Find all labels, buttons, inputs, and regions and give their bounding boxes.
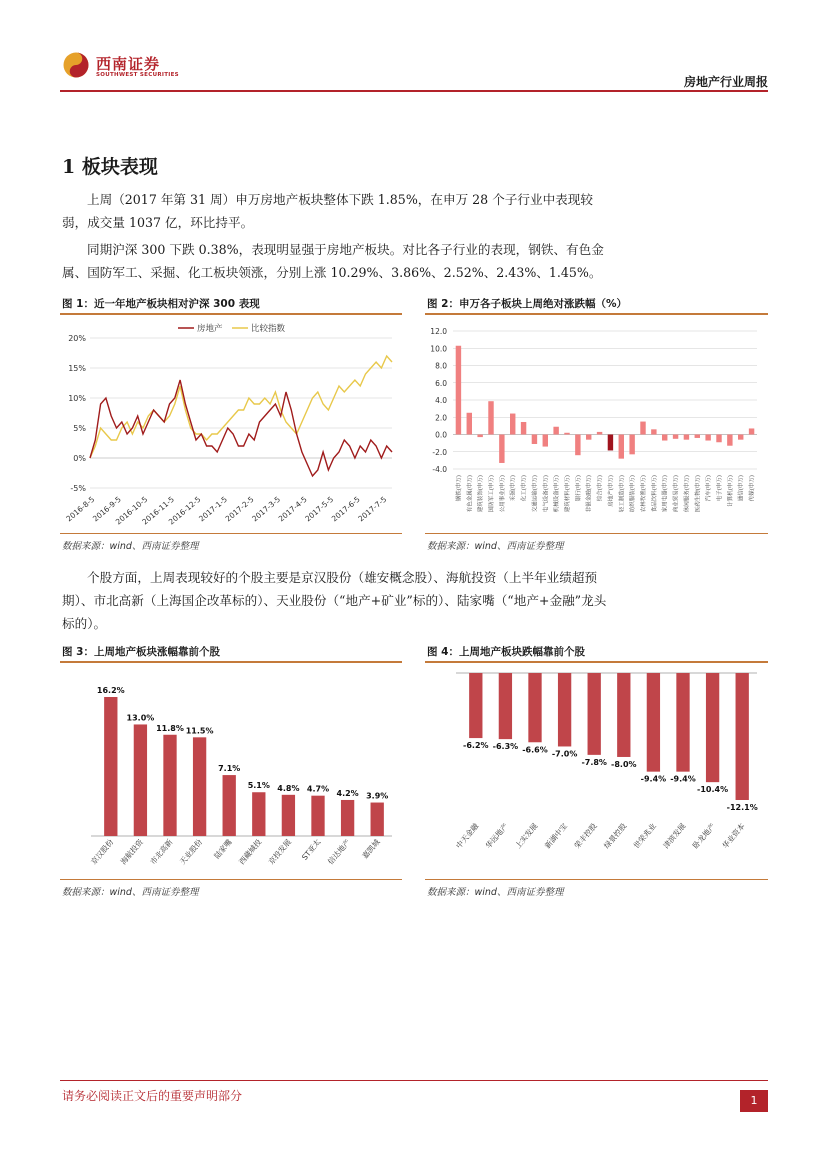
category-label: 纺织服装(申万) bbox=[630, 475, 637, 513]
bar bbox=[467, 413, 472, 435]
data-label: 5.1% bbox=[247, 781, 270, 791]
category-label: 西藏城投 bbox=[237, 837, 264, 867]
bar bbox=[564, 433, 569, 435]
y-tick-label: -4.0 bbox=[432, 465, 447, 474]
fig3-title: 图 3：上周地产板块涨幅靠前个股 bbox=[62, 646, 220, 658]
data-label: -6.2% bbox=[463, 741, 489, 751]
bar bbox=[647, 673, 660, 772]
category-label: 建筑材料(申万) bbox=[565, 475, 571, 513]
category-label: 医药生物(申万) bbox=[695, 475, 702, 513]
y-tick-label: 8.0 bbox=[435, 361, 447, 371]
report-title: 房地产行业周报 bbox=[683, 75, 768, 89]
category-label: 化工(申万) bbox=[521, 475, 528, 502]
category-label: 机械设备(申万) bbox=[554, 475, 561, 513]
fig1-source: 数据来源：wind、西南证券整理 bbox=[62, 541, 199, 552]
bar bbox=[575, 435, 580, 456]
category-label: 综合(申万) bbox=[597, 475, 604, 502]
bar bbox=[252, 792, 265, 836]
x-tick-label: 2017-6-5 bbox=[329, 494, 362, 524]
bar bbox=[597, 432, 602, 435]
fig2-bottom-line bbox=[425, 533, 768, 534]
x-tick-label: 2016-11-5 bbox=[140, 494, 176, 527]
bar bbox=[558, 673, 571, 746]
data-label: -10.4% bbox=[697, 785, 729, 795]
bar bbox=[608, 435, 613, 451]
bar bbox=[371, 803, 384, 836]
bar bbox=[629, 435, 634, 455]
data-label: -9.4% bbox=[640, 774, 667, 784]
bar bbox=[532, 435, 537, 444]
bar bbox=[695, 435, 700, 438]
bar bbox=[640, 422, 645, 435]
category-label: 华远地产 bbox=[483, 821, 510, 851]
category-label: 非银金融(申万) bbox=[586, 475, 593, 513]
category-label: 市北高新 bbox=[148, 837, 175, 867]
x-tick-label: 2017-4-5 bbox=[276, 494, 309, 524]
bar bbox=[104, 697, 117, 836]
fig2-title: 图 2：申万各子板块上周绝对涨跌幅（%） bbox=[427, 298, 627, 310]
bar bbox=[499, 673, 512, 739]
x-tick-label: 2016-12-5 bbox=[166, 494, 203, 527]
category-label: 家用电器(申万) bbox=[662, 475, 669, 513]
x-tick-label: 2016-10-5 bbox=[113, 494, 150, 527]
category-label: 信达地产 bbox=[325, 837, 353, 867]
data-label: 4.7% bbox=[306, 784, 330, 794]
bar bbox=[488, 401, 493, 434]
y-tick-label: 10% bbox=[68, 394, 86, 403]
fig4-title: 图 4：上周地产板块跌幅靠前个股 bbox=[427, 646, 585, 658]
bar bbox=[588, 673, 601, 755]
bar bbox=[749, 428, 754, 434]
bar bbox=[469, 673, 482, 738]
data-label: -6.6% bbox=[522, 745, 548, 755]
fig1-title: 图 1：近一年地产板块相对沪深 300 表现 bbox=[62, 298, 260, 310]
category-label: 休闲服务(申万) bbox=[684, 475, 691, 513]
y-tick-label: 12.0 bbox=[430, 327, 447, 336]
fig2-top-line bbox=[425, 313, 768, 315]
bar bbox=[684, 435, 689, 440]
logo-text-en: SOUTHWEST SECURITIES bbox=[96, 72, 179, 78]
data-label: 3.9% bbox=[366, 791, 389, 801]
bar bbox=[282, 795, 295, 836]
x-tick-label: 2017-1-5 bbox=[197, 494, 230, 524]
bar bbox=[193, 737, 206, 836]
data-label: -6.3% bbox=[492, 742, 519, 752]
fig3-top-line bbox=[60, 661, 402, 663]
category-label: 中天金融 bbox=[454, 821, 481, 851]
bar bbox=[706, 673, 719, 782]
fig2-source: 数据来源：wind、西南证券整理 bbox=[427, 541, 564, 552]
category-label: 新湖中宝 bbox=[542, 821, 570, 851]
y-tick-label: 15% bbox=[68, 364, 86, 373]
bar bbox=[528, 673, 541, 742]
bar bbox=[311, 796, 324, 836]
fig4-chart bbox=[425, 664, 768, 878]
data-label: 13.0% bbox=[126, 713, 155, 723]
data-label: -8.0% bbox=[611, 759, 637, 769]
category-label: 陆家嘴 bbox=[212, 837, 234, 861]
fig1-chart bbox=[60, 316, 402, 530]
category-label: 京汉股份 bbox=[89, 837, 116, 867]
category-label: 荣丰控股 bbox=[572, 821, 599, 851]
y-tick-label: 4.0 bbox=[435, 396, 447, 405]
fig3-chart bbox=[60, 664, 402, 878]
footer-disclaimer: 请务必阅读正文后的重要声明部分 bbox=[62, 1089, 243, 1103]
category-label: 银行(申万) bbox=[575, 475, 582, 502]
category-label: 津滨发展 bbox=[661, 821, 688, 851]
category-label: 绿景控股 bbox=[602, 821, 629, 851]
bar bbox=[617, 673, 630, 757]
category-label: 采掘(申万) bbox=[510, 475, 517, 502]
category-label: 汽车(申万) bbox=[706, 475, 713, 502]
fig1-top-line bbox=[60, 313, 402, 315]
bar bbox=[727, 435, 732, 446]
data-label: 7.1% bbox=[218, 764, 241, 774]
category-label: 公用事业(申万) bbox=[499, 475, 506, 513]
fig2-chart bbox=[425, 316, 768, 530]
category-label: 天业股份 bbox=[177, 837, 205, 867]
bar bbox=[651, 429, 656, 434]
logo-icon bbox=[63, 52, 89, 78]
category-label: 钢铁(申万) bbox=[456, 475, 463, 502]
x-tick-label: 2017-7-5 bbox=[356, 494, 389, 524]
category-label: 商业贸易(申万) bbox=[673, 475, 680, 513]
fig4-source: 数据来源：wind、西南证券整理 bbox=[427, 887, 564, 898]
fig4-top-line bbox=[425, 661, 768, 663]
category-label: 轻工制造(申万) bbox=[619, 475, 626, 513]
fig3-bottom-line bbox=[60, 879, 402, 880]
footer-divider bbox=[60, 1080, 768, 1081]
x-tick-label: 2017-2-5 bbox=[223, 494, 256, 524]
bar bbox=[553, 427, 558, 435]
legend-label-1: 比较指数 bbox=[251, 324, 286, 334]
category-label: 传媒(申万) bbox=[749, 475, 756, 502]
data-label: 11.5% bbox=[185, 726, 214, 736]
y-tick-label: 2.0 bbox=[435, 413, 447, 423]
category-label: ST亚太 bbox=[299, 837, 323, 862]
bar bbox=[477, 435, 482, 438]
bar bbox=[662, 435, 667, 441]
bar bbox=[619, 435, 624, 459]
fig1-bottom-line bbox=[60, 533, 402, 534]
y-tick-label: -2.0 bbox=[432, 447, 447, 457]
fig4-bottom-line bbox=[425, 879, 768, 880]
bar bbox=[521, 422, 526, 435]
category-label: 有色金属(申万) bbox=[467, 475, 474, 513]
logo-text-cn: 西南证券 bbox=[96, 55, 161, 73]
category-label: 计算机(申万) bbox=[727, 475, 734, 507]
paragraph-3-text: 个股方面，上周表现较好的个股主要是京汉股份（雄安概念股）、海航投资（上半年业绩超预期）、市北高新（上海国企改革标的）、天业股份（“地产+矿业”标的）、陆家嘴（“地产+金融”龙头标的）。 bbox=[62, 570, 607, 631]
bar bbox=[736, 673, 749, 800]
category-label: 电气设备(申万) bbox=[543, 475, 550, 513]
data-label: -9.4% bbox=[670, 774, 696, 784]
bar bbox=[510, 414, 515, 435]
category-label: 食品饮料(申万) bbox=[651, 475, 658, 513]
bar bbox=[705, 435, 710, 441]
paragraph-1-text: 上周（2017 年第 31 周）申万房地产板块整体下跌 1.85%，在申万 28 个子行业中表现较弱，成交量 1037 亿，环比持平。 bbox=[62, 192, 593, 230]
fig3-source: 数据来源：wind、西南证券整理 bbox=[62, 887, 199, 898]
bar bbox=[134, 724, 147, 836]
data-label: 4.8% bbox=[277, 783, 300, 793]
y-tick-label: 5% bbox=[73, 424, 86, 433]
bar bbox=[499, 435, 504, 463]
page-number: 1 bbox=[740, 1090, 768, 1112]
x-tick-label: 2017-3-5 bbox=[250, 494, 283, 524]
data-label: 16.2% bbox=[96, 686, 125, 695]
category-label: 海航投资 bbox=[118, 837, 145, 867]
category-label: 嘉凯城 bbox=[360, 837, 382, 861]
y-tick-label: 10.0 bbox=[430, 344, 447, 354]
bar bbox=[341, 800, 354, 836]
category-label: 华业资本 bbox=[720, 821, 747, 851]
y-tick-label: 0.0 bbox=[435, 430, 447, 440]
category-label: 房地产(申万) bbox=[608, 475, 615, 507]
category-label: 通信(申万) bbox=[738, 475, 745, 502]
bar bbox=[676, 673, 689, 772]
paragraph-2 bbox=[62, 238, 614, 284]
bar bbox=[738, 435, 743, 440]
paragraph-2-text: 同期沪深 300 下跌 0.38%，表现明显强于房地产板块。对比各子行业的表现，钢铁、有色金属、国防军工、采掘、化工板块领涨，分别上涨 10.29%、3.86%、2.52%、2.43%、1.45%。 bbox=[62, 242, 604, 280]
bar bbox=[223, 775, 236, 836]
legend-label-0: 房地产 bbox=[197, 324, 223, 334]
category-label: 上实发展 bbox=[513, 821, 540, 851]
category-label: 电子(申万) bbox=[717, 475, 723, 502]
bar bbox=[456, 346, 461, 435]
paragraph-1 bbox=[62, 188, 614, 234]
bar bbox=[673, 435, 678, 439]
y-tick-label: 20% bbox=[68, 334, 86, 343]
data-label: 11.8% bbox=[156, 723, 184, 733]
category-label: 京投发展 bbox=[266, 837, 293, 867]
bar bbox=[586, 435, 591, 440]
data-label: -12.1% bbox=[726, 803, 758, 812]
x-tick-label: 2016-8-5 bbox=[64, 494, 97, 524]
y-tick-label: 6.0 bbox=[435, 378, 447, 388]
x-tick-label: 2017-5-5 bbox=[303, 494, 336, 524]
bar bbox=[543, 435, 548, 447]
data-label: -7.0% bbox=[551, 749, 578, 759]
header-divider bbox=[60, 90, 768, 92]
data-label: 4.2% bbox=[336, 788, 359, 798]
category-label: 交通运输(申万) bbox=[532, 475, 539, 513]
bar bbox=[163, 735, 176, 836]
y-tick-label: 0% bbox=[73, 454, 86, 463]
category-label: 国防军工(申万) bbox=[489, 475, 495, 513]
section-title: 1 板块表现 bbox=[62, 156, 158, 178]
y-tick-label: -5% bbox=[70, 484, 86, 493]
category-label: 建筑装饰(申万) bbox=[478, 475, 485, 513]
x-tick-label: 2016-9-5 bbox=[90, 494, 123, 524]
category-label: 卧龙地产 bbox=[690, 821, 718, 851]
category-label: 世荣兆业 bbox=[631, 821, 658, 851]
bar bbox=[716, 435, 721, 443]
data-label: -7.8% bbox=[581, 757, 607, 767]
category-label: 农林牧渔(申万) bbox=[641, 475, 647, 513]
paragraph-3 bbox=[62, 566, 614, 635]
